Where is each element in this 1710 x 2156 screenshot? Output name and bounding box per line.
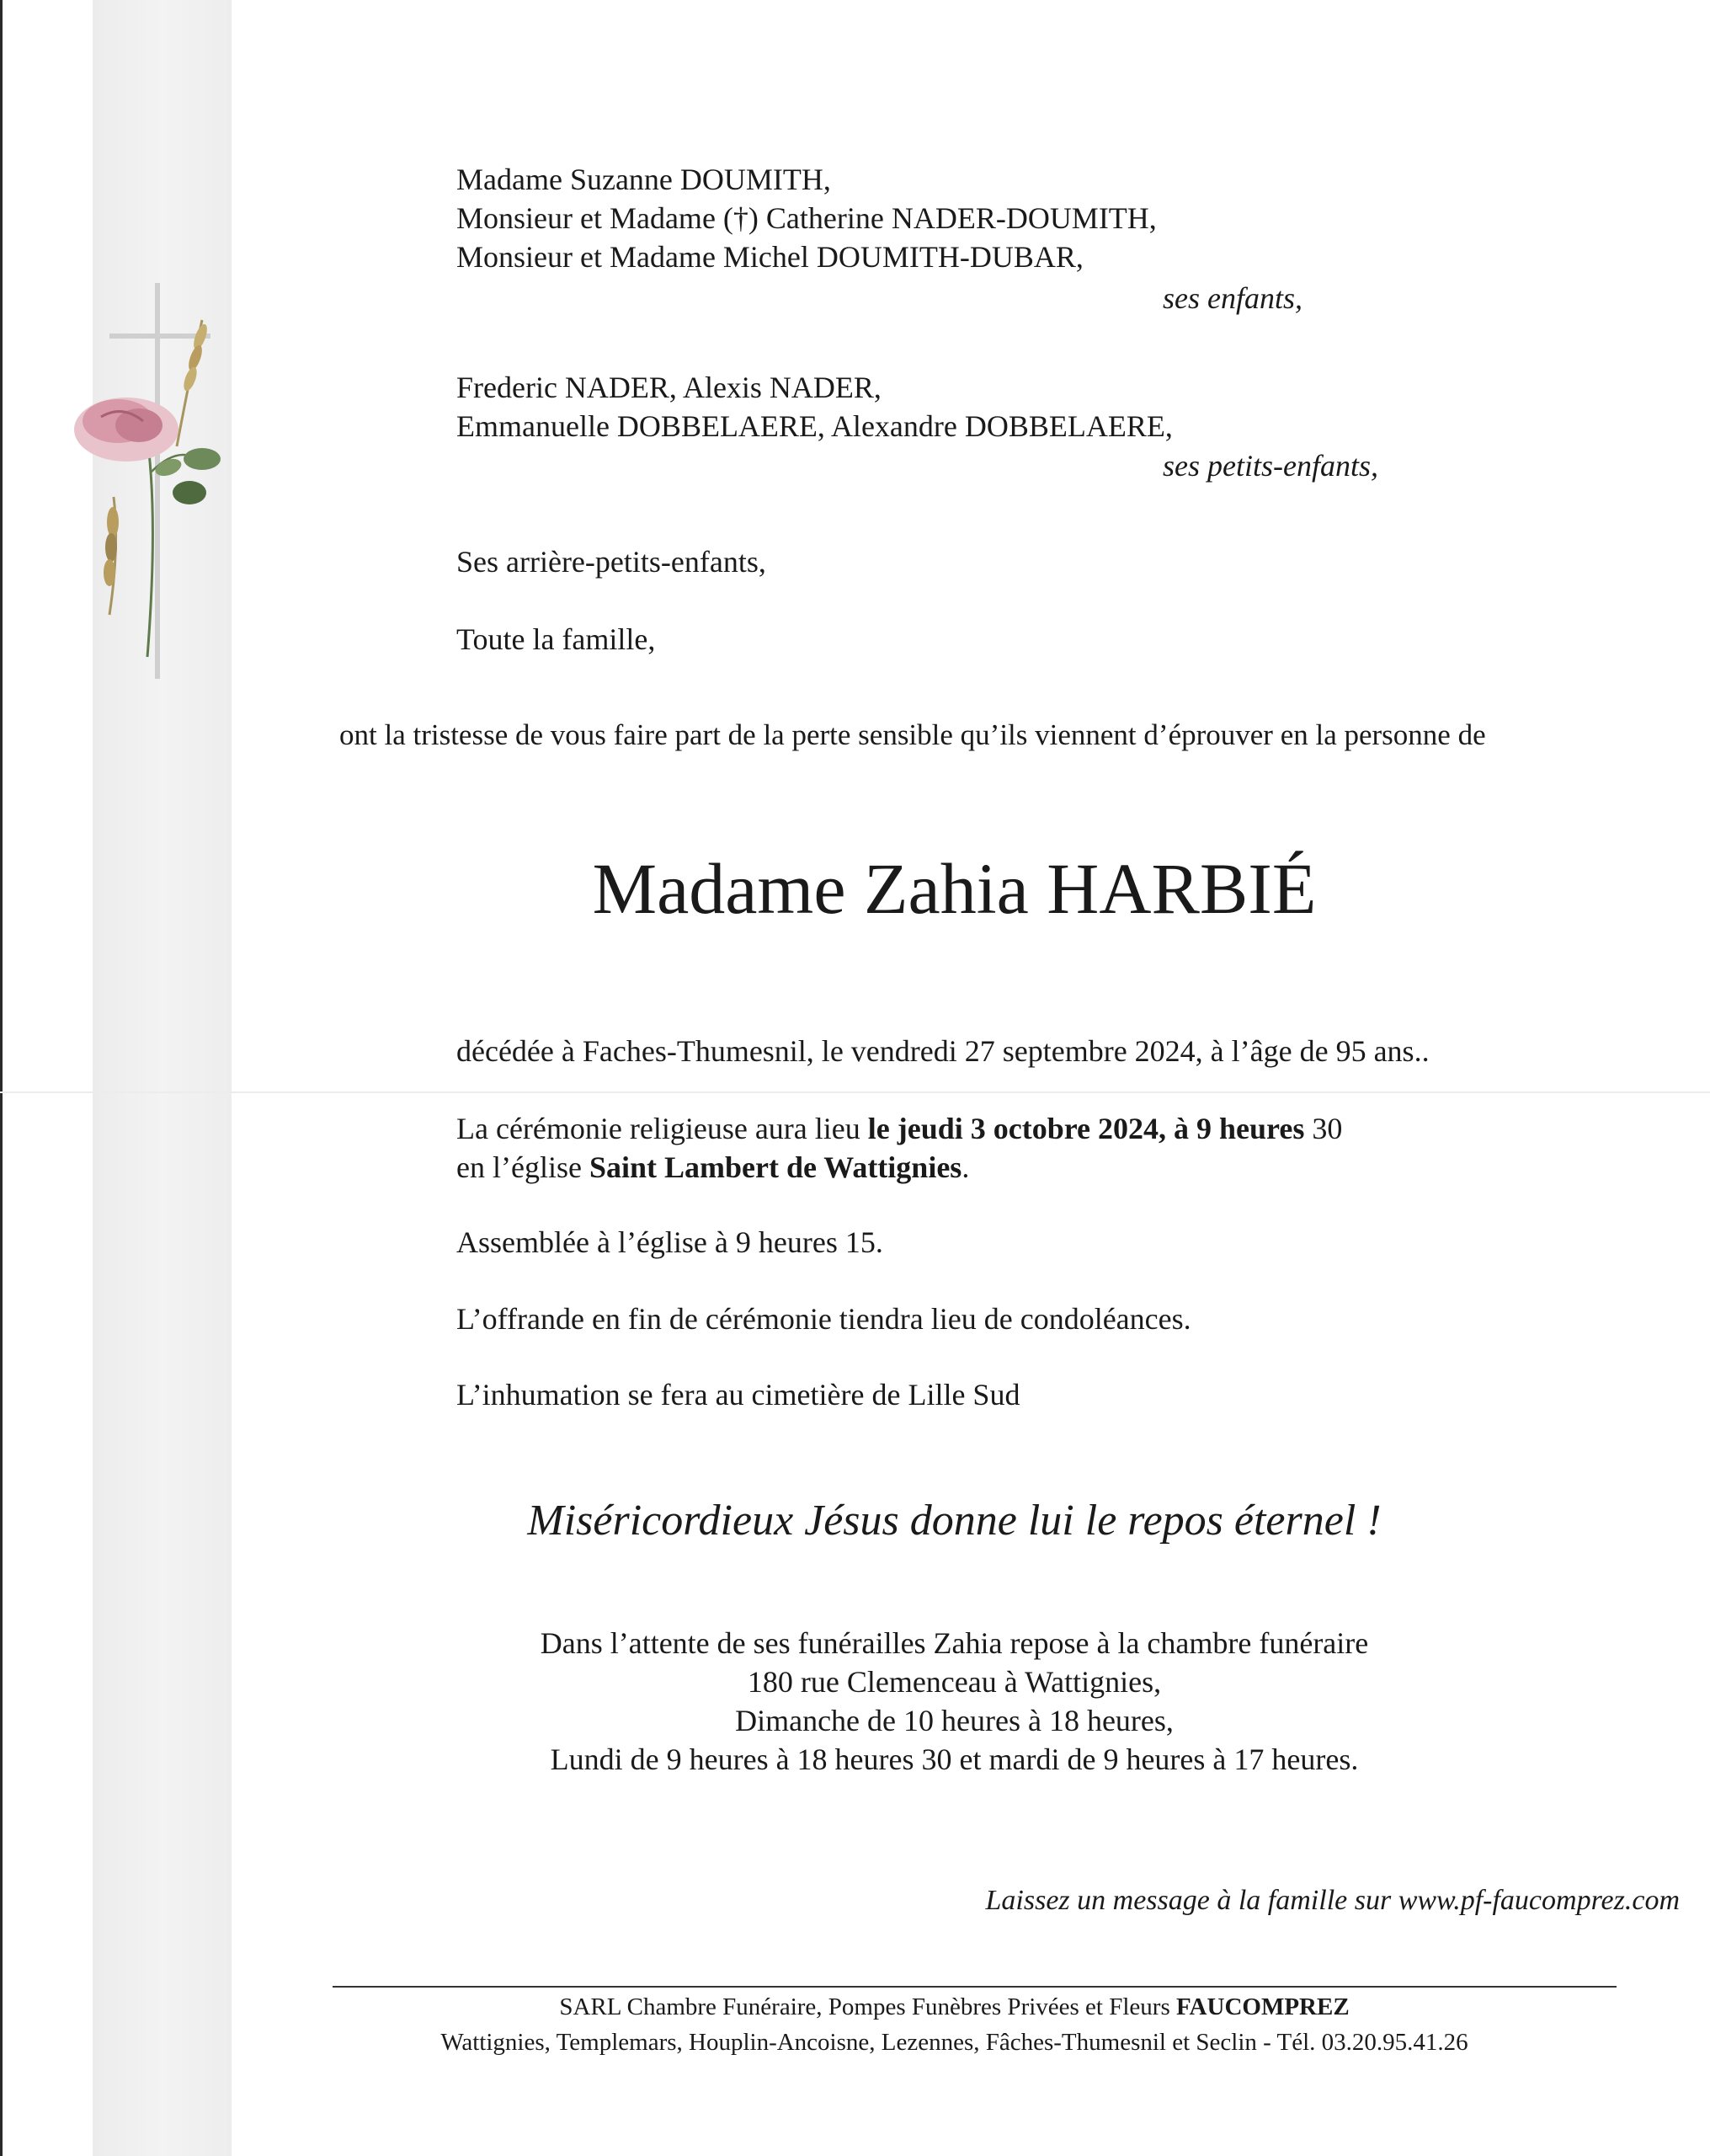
- repose-block: [0, 1624, 1710, 1779]
- family-member-line: Madame Suzanne DOUMITH,: [456, 163, 831, 196]
- death-details: décédée à Faches-Thumesnil, le vendredi 27 septembre 2024, à l’âge de 95 ans..: [456, 1034, 1430, 1068]
- family-member-line: Emmanuelle DOBBELAERE, Alexandre DOBBELAERE,: [456, 409, 1173, 443]
- repose-line: Dimanche de 10 heures à 18 heures,: [735, 1704, 1174, 1737]
- great-grandchildren-line: Ses arrière-petits-enfants,: [456, 545, 766, 579]
- ceremony-minutes: 30: [1304, 1112, 1343, 1145]
- ceremony-text: .: [962, 1150, 970, 1184]
- repose-line: Lundi de 9 heures à 18 heures 30 et mardi de 9 heures à 17 heures.: [550, 1742, 1359, 1776]
- announcement-text: ont la tristesse de vous faire part de la perte sensible qu’ils viennent d’éprouver en la personne de: [339, 718, 1486, 751]
- ceremony-date: le jeudi 3 octobre 2024, à 9 heures: [867, 1112, 1305, 1145]
- offering-line: L’offrande en fin de cérémonie tiendra lieu de condoléances.: [456, 1302, 1191, 1336]
- ceremony-text: en l’église: [456, 1150, 589, 1184]
- footer-locations: Wattignies, Templemars, Houplin-Ancoisne, Lezennes, Fâches-Thumesnil et Seclin - Tél. 03.20.95.41.26: [440, 2029, 1468, 2056]
- ceremony-text: La cérémonie religieuse aura lieu: [456, 1112, 868, 1145]
- family-member-line: Monsieur et Madame Michel DOUMITH-DUBAR,: [456, 240, 1084, 274]
- burial-line: L’inhumation se fera au cimetière de Lille Sud: [456, 1378, 1020, 1412]
- repose-line: 180 rue Clemenceau à Wattignies,: [747, 1665, 1162, 1699]
- company-description: SARL Chambre Funéraire, Pompes Funèbres Privées et Fleurs: [559, 1993, 1176, 2020]
- family-member-line: Frederic NADER, Alexis NADER,: [456, 371, 882, 404]
- whole-family-line: Toute la famille,: [456, 622, 656, 656]
- repose-line: Dans l’attente de ses funérailles Zahia repose à la chambre funéraire: [540, 1626, 1369, 1660]
- ceremony-line-2: [456, 1149, 969, 1186]
- company-name: FAUCOMPREZ: [1176, 1993, 1350, 2020]
- assembly-line: Assemblée à l’église à 9 heures 15.: [456, 1225, 883, 1259]
- grandchildren-label: ses petits-enfants,: [1163, 449, 1378, 483]
- family-member-line: Monsieur et Madame (†) Catherine NADER-DOUMITH,: [456, 201, 1157, 235]
- scan-left-edge: [0, 0, 3, 2156]
- fold-line: [0, 1091, 1710, 1093]
- website-message: Laissez un message à la famille sur www.pf-faucomprez.com: [985, 1885, 1680, 1916]
- church-name: Saint Lambert de Wattignies: [589, 1150, 962, 1184]
- footer-divider: [333, 1986, 1617, 1988]
- ceremony-line-1: [456, 1110, 1342, 1147]
- footer-company: [199, 1989, 1710, 2025]
- cross-rose-ornament-icon: [51, 278, 253, 682]
- deceased-name: Madame Zahia HARBIÉ: [592, 848, 1317, 929]
- children-label: ses enfants,: [1163, 281, 1302, 315]
- prayer-motto: Miséricordieux Jésus donne lui le repos éternel !: [527, 1497, 1382, 1545]
- footer: [0, 1989, 1710, 2060]
